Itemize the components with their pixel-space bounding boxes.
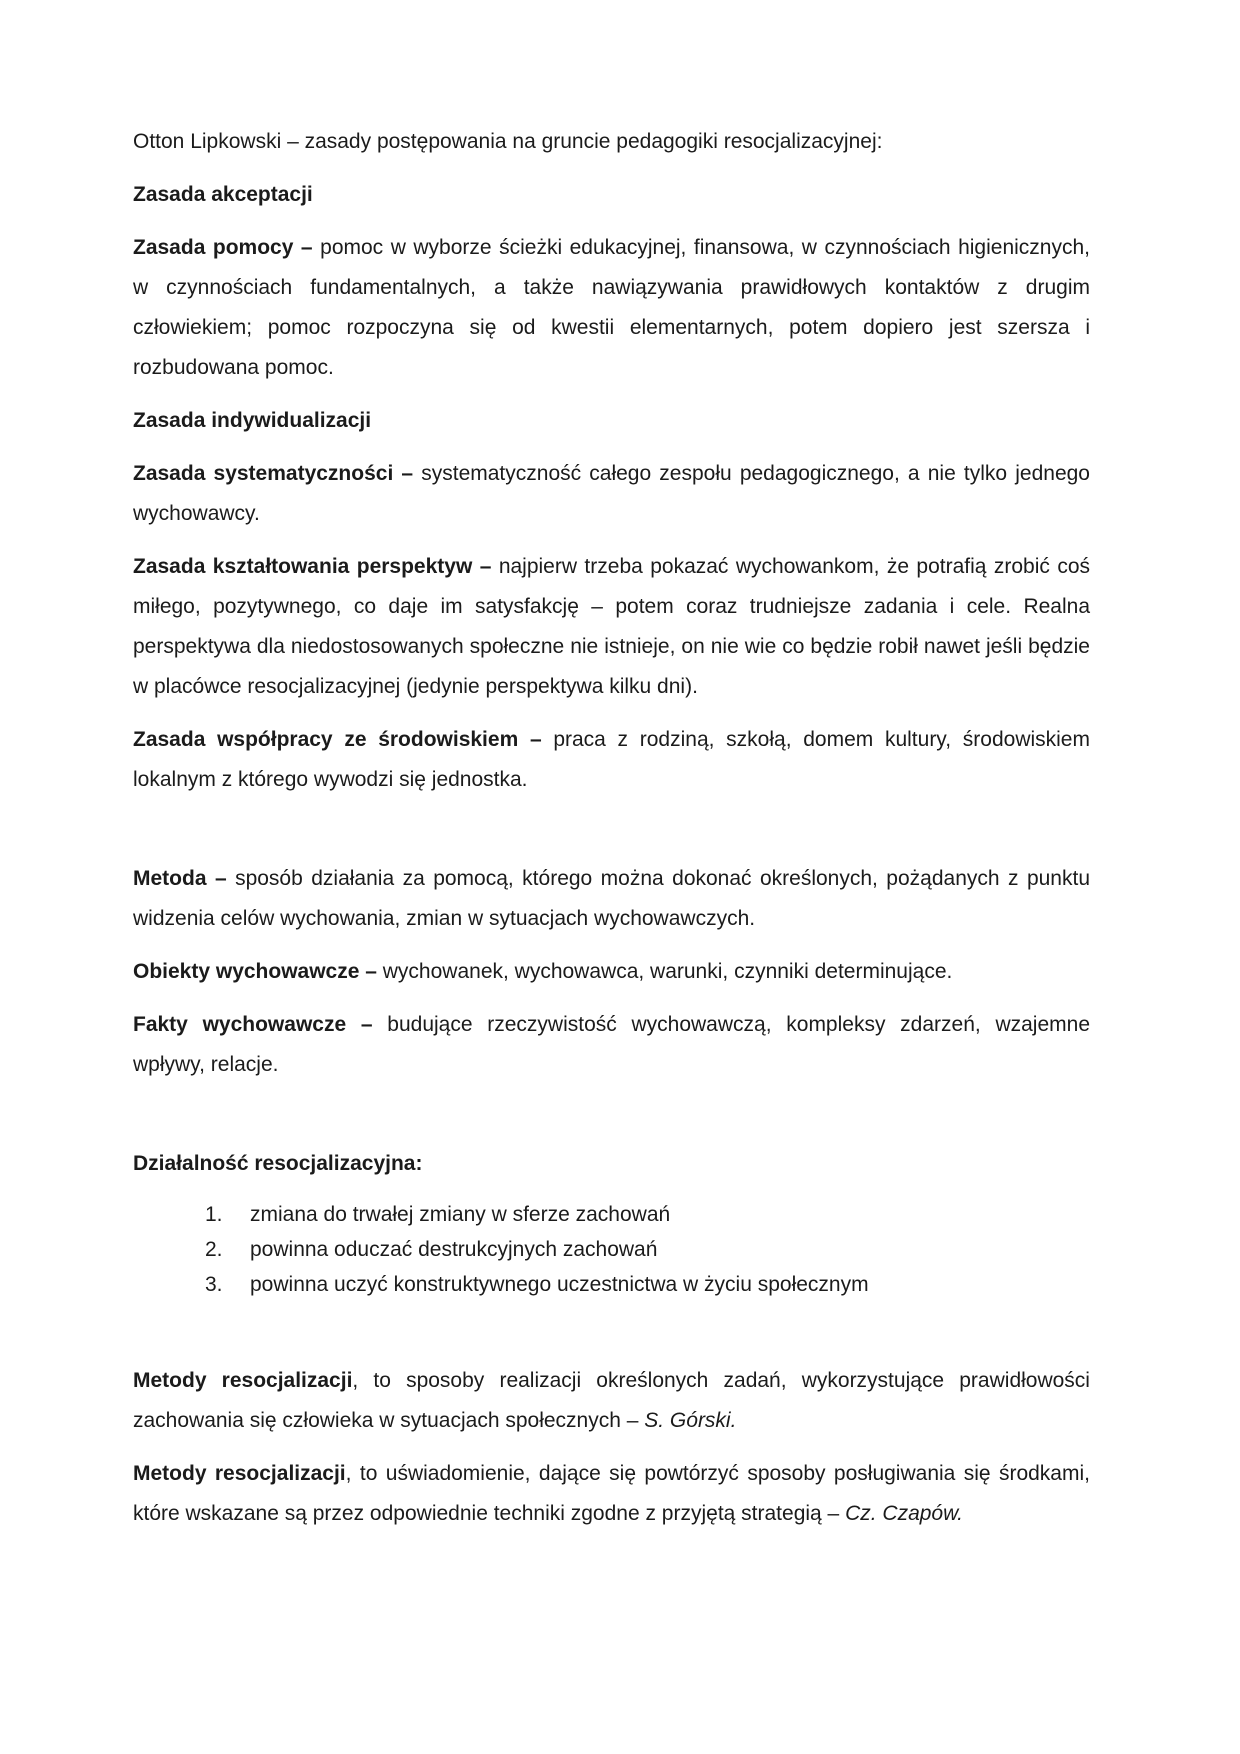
paragraph bbox=[133, 1361, 1090, 1441]
list-item-text: powinna oduczać destrukcyjnych zachowań bbox=[250, 1238, 658, 1261]
text-run: Fakty wychowawcze – bbox=[133, 1013, 388, 1036]
paragraph bbox=[133, 720, 1090, 800]
list-item-number: 2. bbox=[205, 1238, 223, 1261]
paragraph bbox=[133, 859, 1090, 939]
text-run: Zasada współpracy ze środowiskiem – bbox=[133, 728, 554, 751]
ordered-list bbox=[133, 1197, 1090, 1302]
text-run: Cz. Czapów. bbox=[845, 1502, 963, 1525]
paragraph bbox=[133, 1005, 1090, 1085]
blank-line bbox=[133, 1315, 1090, 1361]
text-run: Działalność resocjalizacyjna: bbox=[133, 1152, 423, 1175]
paragraph bbox=[133, 228, 1090, 388]
text-run: praca z rodziną, szkołą, domem kultury, środowiskiem lokalnym z którego wywodzi się jednostka. bbox=[133, 728, 1090, 791]
text-run: Zasada systematyczności – bbox=[133, 462, 422, 485]
text-run: Zasada indywidualizacji bbox=[133, 409, 372, 432]
list-item-text: zmiana do trwałej zmiany w sferze zachowań bbox=[250, 1203, 671, 1226]
text-run: , to sposoby realizacji określonych zadań, wykorzystujące prawidłowości zachowania się człowieka w sytuacjach społecznych – bbox=[133, 1369, 1090, 1432]
heading-paragraph bbox=[133, 175, 1090, 215]
text-run: S. Górski. bbox=[644, 1409, 737, 1432]
text-run: pomoc w wyborze ścieżki edukacyjnej, finansowa, w czynnościach higienicznych, w czynnościach fundamentalnych, a także nawiązywania prawidłowych kontaktów z drugim człowiekiem; pomoc rozpoczyna się od kwestii elementarnych, potem dopiero jest szersza i rozbudowana pomoc. bbox=[133, 236, 1090, 379]
list-item-number: 3. bbox=[205, 1273, 223, 1296]
list-item bbox=[205, 1232, 1090, 1267]
text-run: Zasada kształtowania perspektyw – bbox=[133, 555, 499, 578]
blank-line bbox=[133, 813, 1090, 859]
list-item-number: 1. bbox=[205, 1203, 223, 1226]
text-run: Obiekty wychowawcze – bbox=[133, 960, 383, 983]
heading-paragraph bbox=[133, 401, 1090, 441]
paragraph bbox=[133, 122, 1090, 162]
text-run: sposób działania za pomocą, którego można dokonać określonych, pożądanych z punktu widzenia celów wychowania, zmian w sytuacjach wychowawczych. bbox=[133, 867, 1091, 930]
text-run: systematyczność całego zespołu pedagogicznego, a nie tylko jednego wychowawcy. bbox=[133, 462, 1090, 525]
list-item-text: powinna uczyć konstruktywnego uczestnictwa w życiu społecznym bbox=[250, 1273, 869, 1296]
list-item bbox=[205, 1197, 1090, 1232]
blank-line bbox=[133, 1098, 1090, 1144]
text-run: Metody resocjalizacji bbox=[133, 1462, 346, 1485]
text-run: Zasada pomocy – bbox=[133, 236, 321, 259]
text-run: najpierw trzeba pokazać wychowankom, że potrafią zrobić coś miłego, pozytywnego, co daje im satysfakcję – potem coraz trudniejsze zadania i cele. Realna perspektywa dla niedostosowanych społeczne nie istnieje, on nie wie co będzie robił nawet jeśli będzie w placówce resocjalizacyjnej (jedynie perspektywa kilku dni). bbox=[133, 555, 1090, 698]
text-run: wychowanek, wychowawca, warunki, czynniki determinujące. bbox=[382, 960, 953, 983]
paragraph bbox=[133, 1454, 1090, 1534]
text-run: Metody resocjalizacji bbox=[133, 1369, 353, 1392]
text-run: , to uświadomienie, dające się powtórzyć sposoby posługiwania się środkami, które wskazane są przez odpowiednie techniki zgodne z przyjętą strategią – bbox=[133, 1462, 1090, 1525]
heading-paragraph bbox=[133, 1144, 1090, 1184]
paragraph bbox=[133, 547, 1090, 707]
list-item bbox=[205, 1267, 1090, 1302]
text-run: Zasada akceptacji bbox=[133, 183, 313, 206]
text-run: budujące rzeczywistość wychowawczą, kompleksy zdarzeń, wzajemne wpływy, relacje. bbox=[133, 1013, 1090, 1076]
paragraph bbox=[133, 952, 1090, 992]
text-run: Metoda – bbox=[133, 867, 236, 890]
text-run: Otton Lipkowski – zasady postępowania na gruncie pedagogiki resocjalizacyjnej: bbox=[133, 130, 883, 153]
paragraph bbox=[133, 454, 1090, 534]
